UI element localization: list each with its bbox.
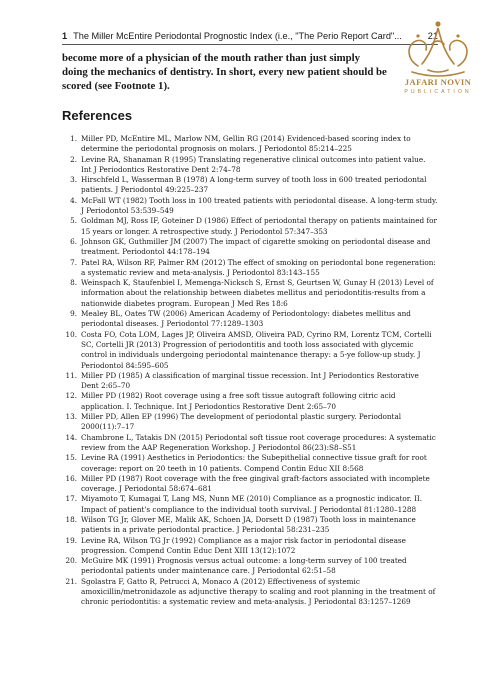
reference-text: Levine RA, Shanaman R (1995) Translating regenerative clinical outcomes into patient value. Int J Periodontics Restorative Dent 2:74–78 — [81, 154, 426, 174]
reference-item — [62, 412, 438, 433]
reference-text: Miller PD, McEntire ML, Marlow NM, Gellin RG (2014) Evidenced-based scoring index to determine the periodontal prognosis on molars. J Periodontol 85:214–225 — [81, 134, 411, 154]
reference-text: Hirschfeld L, Wasserman B (1978) A long-term survey of tooth loss in 600 treated periodontal patients. J Periodontol 49:225–237 — [81, 175, 427, 195]
reference-number: 10. — [65, 329, 77, 339]
reference-text: Goldman MJ, Ross IF, Goteiner D (1986) Effect of periodontal therapy on patients maintained for 15 years or longer. A retrospective study. J Periodontol 57:347–353 — [81, 216, 437, 236]
publisher-logo — [388, 14, 488, 106]
reference-number: 20. — [65, 556, 77, 566]
reference-text: Levine RA (1991) Aesthetics in Periodontics: the Subepithelial connective tissue graft for root coverage: report on 20 teeth in 10 patients. Compend Contin Educ XII 8:568 — [81, 453, 427, 473]
reference-item — [62, 494, 438, 515]
reference-item — [62, 134, 438, 155]
reference-text: McFall WT (1982) Tooth loss in 100 treated patients with periodontal disease. A long-term study. J Periodontol 53:539–549 — [81, 195, 438, 216]
reference-text: Chambrone L, Tatakis DN (2015) Periodontal soft tissue root coverage procedures: A systematic review from the AAP Regeneration Workshop. J Periodontol 86(23):S8–S51 — [81, 432, 436, 452]
reference-item — [62, 453, 438, 474]
reference-item — [62, 309, 438, 330]
running-title: The Miller McEntire Periodontal Prognostic Index (i.e., "The Perio Report Card"... — [73, 31, 402, 41]
reference-item — [62, 556, 438, 577]
reference-text: Miller PD (1982) Root coverage using a free soft tissue autograft following citric acid application. I. Technique. Int J Periodontics Restorative Dent 2:65–70 — [81, 391, 396, 411]
reference-item — [62, 433, 438, 454]
reference-item — [62, 196, 438, 217]
logo-subtitle: PUBLICATION — [404, 89, 472, 95]
reference-number: 16. — [65, 473, 77, 483]
reference-item — [62, 371, 438, 392]
reference-text: Weinspach K, Staufenbiel I, Memenga-Nicksch S, Ernst S, Geurtsen W, Gunay H (2013) Level of information about the relationship between diabetes mellitus and periodontitis-results from a nationwide diabetes program. European J Med Res 18:6 — [81, 278, 434, 308]
reference-number: 4. — [70, 195, 77, 205]
reference-number: 8. — [70, 278, 77, 288]
reference-number: 5. — [70, 216, 77, 226]
reference-number: 17. — [65, 494, 77, 504]
page-number: 21 — [427, 31, 438, 41]
reference-text: Miyamoto T, Kumagai T, Lang MS, Nunn ME (2010) Compliance as a prognostic indicator. II. Impact of patient's compliance to the individual tooth survival. J Periodontal 81:1280–1288 — [81, 494, 423, 514]
reference-number: 11. — [65, 370, 77, 380]
reference-number: 15. — [65, 453, 77, 463]
reference-text: Miller PD (1985) A classification of marginal tissue recession. Int J Periodontics Restorative Dent 2:65–70 — [81, 370, 419, 391]
reference-item — [62, 258, 438, 279]
intro-paragraph: become more of a physician of the mouth rather than just simply doing the mechanics of dentistry. In short, every new patient should be scored (see Footnote 1). — [62, 52, 387, 92]
reference-item — [62, 278, 438, 309]
references-heading: References — [62, 108, 133, 123]
reference-text: Miller PD (1987) Root coverage with the free gingival graft-factors associated with incomplete coverage. J Periodontal 58:674–681 — [81, 473, 430, 494]
reference-number: 3. — [70, 175, 77, 185]
reference-number: 18. — [65, 514, 77, 524]
reference-text: Costa FO, Cota LOM, Lages JP, Oliveira AMSD, Oliveira PAD, Cyrino RM, Lorentz TCM, Cortelli SC, Cortelli JR (2013) Progression of periodontitis and tooth loss associated with glycemic control in individuals undergoing periodontal maintenance therapy: a 5-ye follow-up study. J Periodontol 84:595–605 — [81, 329, 432, 370]
reference-text: Mealey BL, Oates TW (2006) American Academy of Periodontology: diabetes mellitus and periodontal diseases. J Periodontol 77:1289–1303 — [81, 309, 411, 329]
crown-ornament-icon — [388, 14, 488, 78]
reference-text: Patel RA, Wilson RF, Palmer RM (2012) The effect of smoking on periodontal bone regeneration: a systematic review and meta-analysis. J Periodontol 83:143–155 — [81, 257, 436, 277]
reference-text: McGuire MK (1991) Prognosis versus actual outcome: a long-term survey of 100 treated periodontal patients under maintenance care. J Periodontal 62:51–58 — [81, 556, 407, 576]
reference-number: 21. — [65, 576, 77, 586]
reference-item — [62, 330, 438, 371]
reference-number: 13. — [65, 412, 77, 422]
reference-item — [62, 216, 438, 237]
reference-number: 1. — [70, 134, 77, 143]
reference-number: 9. — [70, 309, 77, 319]
reference-list — [62, 134, 438, 608]
reference-number: 2. — [70, 154, 77, 164]
reference-text: Miller PD, Allen EP (1996) The development of periodontal plastic surgery. Periodontal 2000(11):7–17 — [81, 412, 402, 432]
reference-item — [62, 391, 438, 412]
reference-text: Sgolastra F, Gatto R, Petrucci A, Monaco A (2012) Effectiveness of systemic amoxicillin/metronidazole as adjunctive therapy to scaling and root planning in the treatment of chronic periodontitis: a systematic review and meta-analysis. J Periodontal 83:1257–1269 — [81, 576, 436, 607]
reference-item — [62, 474, 438, 495]
logo-brand: JAFARI NOVIN — [404, 77, 472, 87]
reference-item — [62, 155, 438, 176]
reference-number: 19. — [65, 535, 77, 545]
reference-number: 7. — [70, 257, 77, 267]
reference-text: Wilson TG Jr, Glover ME, Malik AK, Schoen JA, Dorsett D (1987) Tooth loss in maintenance patients in a private periodontal practice. J Periodontal 58:231–235 — [81, 514, 416, 535]
reference-number: 6. — [70, 236, 77, 246]
reference-item — [62, 577, 438, 608]
reference-item — [62, 515, 438, 536]
reference-text: Levine RA, Wilson TG Jr (1992) Compliance as a major risk factor in periodontal disease progression. Compend Contin Educ Dent XIII 13(12):1072 — [81, 535, 406, 555]
reference-item — [62, 237, 438, 258]
reference-item — [62, 175, 438, 196]
reference-number: 14. — [65, 432, 77, 442]
reference-item — [62, 536, 438, 557]
reference-text: Johnson GK, Guthmiller JM (2007) The impact of cigarette smoking on periodontal disease and treatment. Periodontol 44:178–194 — [81, 236, 431, 257]
chapter-number: 1 — [62, 31, 68, 41]
running-header — [62, 31, 438, 45]
reference-number: 12. — [65, 391, 77, 401]
